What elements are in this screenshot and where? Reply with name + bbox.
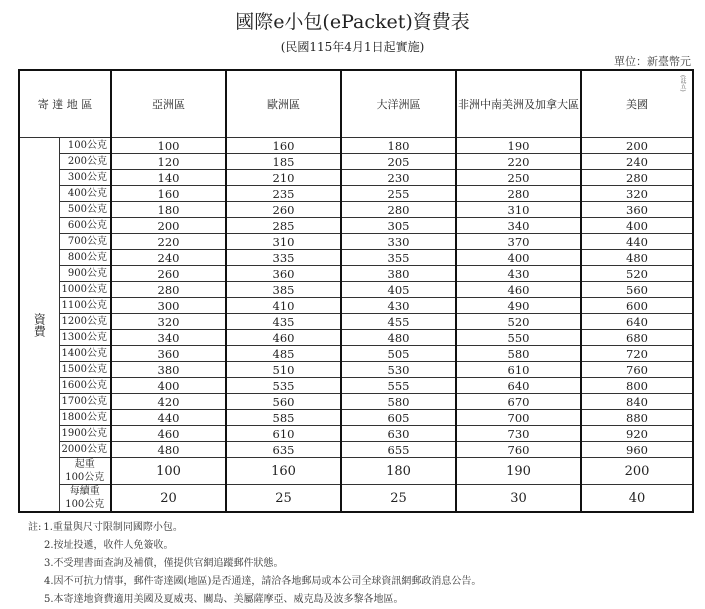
price-cell: 380 <box>111 362 226 378</box>
region-header: 大洋洲區 <box>341 70 456 138</box>
price-cell: 610 <box>226 426 341 442</box>
price-cell: 310 <box>226 234 341 250</box>
price-cell: 280 <box>581 170 693 186</box>
price-cell: 460 <box>456 282 581 298</box>
weight-cell: 1500公克 <box>59 362 111 378</box>
price-cell: 840 <box>581 394 693 410</box>
note-item <box>28 537 692 555</box>
price-cell: 440 <box>111 410 226 426</box>
price-cell: 250 <box>456 170 581 186</box>
region-header: 非洲中南美洲及加拿大區 <box>456 70 581 138</box>
weight-cell: 1700公克 <box>59 394 111 410</box>
price-cell: 210 <box>226 170 341 186</box>
price-cell: 310 <box>456 202 581 218</box>
price-cell: 120 <box>111 154 226 170</box>
weight-cell: 100公克 <box>59 138 111 154</box>
table-row <box>19 202 693 218</box>
price-cell: 340 <box>456 218 581 234</box>
price-cell: 200 <box>581 458 693 485</box>
table-row <box>19 362 693 378</box>
table-row <box>19 330 693 346</box>
price-cell: 180 <box>111 202 226 218</box>
note-item <box>28 591 692 609</box>
price-cell: 160 <box>111 186 226 202</box>
summary-row <box>19 458 693 485</box>
table-row <box>19 186 693 202</box>
price-cell: 800 <box>581 378 693 394</box>
weight-cell: 1900公克 <box>59 426 111 442</box>
weight-cell: 1000公克 <box>59 282 111 298</box>
table-and-notes <box>18 69 692 609</box>
price-cell: 760 <box>581 362 693 378</box>
price-cell: 630 <box>341 426 456 442</box>
price-cell: 560 <box>581 282 693 298</box>
table-row <box>19 298 693 314</box>
note-item <box>28 519 692 537</box>
price-cell: 550 <box>456 330 581 346</box>
price-cell: 240 <box>111 250 226 266</box>
price-cell: 405 <box>341 282 456 298</box>
price-cell: 555 <box>341 378 456 394</box>
table-row <box>19 250 693 266</box>
price-cell: 535 <box>226 378 341 394</box>
price-cell: 700 <box>456 410 581 426</box>
price-cell: 520 <box>581 266 693 282</box>
weight-cell <box>59 458 111 485</box>
weight-line: 100公克 <box>65 472 105 483</box>
price-cell: 400 <box>581 218 693 234</box>
summary-row <box>19 485 693 513</box>
weight-cell: 500公克 <box>59 202 111 218</box>
note-item <box>28 555 692 573</box>
weight-cell: 400公克 <box>59 186 111 202</box>
note-item <box>28 573 692 591</box>
weight-cell: 2000公克 <box>59 442 111 458</box>
price-cell: 505 <box>341 346 456 362</box>
price-cell: 140 <box>111 170 226 186</box>
note-text: 4.因不可抗力情事，郵件寄達國(地區)是否通達，請洽各地郵局或本公司全球資訊網郵政消息公告。 <box>44 576 482 587</box>
price-cell: 285 <box>226 218 341 234</box>
price-cell: 440 <box>581 234 693 250</box>
weight-cell: 1400公克 <box>59 346 111 362</box>
price-cell: 360 <box>111 346 226 362</box>
rate-table <box>18 69 694 513</box>
table-row <box>19 282 693 298</box>
price-cell: 960 <box>581 442 693 458</box>
price-cell: 420 <box>111 394 226 410</box>
price-cell: 460 <box>111 426 226 442</box>
header-row <box>19 70 693 138</box>
price-cell: 260 <box>226 202 341 218</box>
price-cell: 485 <box>226 346 341 362</box>
table-row <box>19 394 693 410</box>
price-cell: 580 <box>456 346 581 362</box>
price-cell: 600 <box>581 298 693 314</box>
price-cell: 200 <box>581 138 693 154</box>
price-cell: 480 <box>581 250 693 266</box>
price-cell: 730 <box>456 426 581 442</box>
notes-prefix: 註: <box>28 522 42 533</box>
price-cell: 280 <box>111 282 226 298</box>
weight-cell <box>59 485 111 513</box>
price-cell: 280 <box>341 202 456 218</box>
price-cell: 255 <box>341 186 456 202</box>
price-cell: 380 <box>341 266 456 282</box>
price-cell: 430 <box>456 266 581 282</box>
note-text: 1.重量與尺寸限制同國際小包。 <box>43 522 183 533</box>
price-cell: 480 <box>111 442 226 458</box>
region-label: 美國 <box>626 97 648 111</box>
price-cell: 920 <box>581 426 693 442</box>
price-cell: 640 <box>456 378 581 394</box>
region-header <box>581 70 693 138</box>
price-cell: 100 <box>111 138 226 154</box>
price-cell: 280 <box>456 186 581 202</box>
price-cell: 680 <box>581 330 693 346</box>
destination-header: 寄 達 地 區 <box>19 70 111 138</box>
price-cell: 220 <box>111 234 226 250</box>
price-cell: 720 <box>581 346 693 362</box>
price-cell: 400 <box>456 250 581 266</box>
weight-cell: 700公克 <box>59 234 111 250</box>
price-cell: 235 <box>226 186 341 202</box>
weight-cell: 200公克 <box>59 154 111 170</box>
price-cell: 305 <box>341 218 456 234</box>
table-row <box>19 314 693 330</box>
price-cell: 585 <box>226 410 341 426</box>
price-cell: 300 <box>111 298 226 314</box>
price-cell: 20 <box>111 485 226 513</box>
note-text: 3.不受理書面查詢及補償，僅提供官網追蹤郵件狀態。 <box>44 558 284 569</box>
weight-cell: 1100公克 <box>59 298 111 314</box>
price-cell: 330 <box>341 234 456 250</box>
price-cell: 400 <box>111 378 226 394</box>
price-cell: 320 <box>581 186 693 202</box>
price-cell: 190 <box>456 458 581 485</box>
table-row <box>19 378 693 394</box>
price-cell: 160 <box>226 138 341 154</box>
price-cell: 25 <box>226 485 341 513</box>
price-cell: 880 <box>581 410 693 426</box>
table-row <box>19 266 693 282</box>
price-cell: 220 <box>456 154 581 170</box>
weight-cell: 900公克 <box>59 266 111 282</box>
weight-cell: 1300公克 <box>59 330 111 346</box>
price-cell: 410 <box>226 298 341 314</box>
price-cell: 605 <box>341 410 456 426</box>
note-marker: (註五) <box>679 75 686 92</box>
region-header: 歐洲區 <box>226 70 341 138</box>
price-cell: 760 <box>456 442 581 458</box>
price-cell: 385 <box>226 282 341 298</box>
price-cell: 610 <box>456 362 581 378</box>
table-row <box>19 346 693 362</box>
table-row <box>19 426 693 442</box>
price-cell: 430 <box>341 298 456 314</box>
price-cell: 320 <box>111 314 226 330</box>
price-cell: 190 <box>456 138 581 154</box>
price-cell: 480 <box>341 330 456 346</box>
price-cell: 260 <box>111 266 226 282</box>
table-row <box>19 410 693 426</box>
currency-unit: 單位：新臺幣元 <box>614 55 691 68</box>
price-cell: 435 <box>226 314 341 330</box>
price-cell: 40 <box>581 485 693 513</box>
note-text: 5.本寄達地資費適用美國及夏威夷、關島、美屬薩摩亞、威克島及波多黎各地區。 <box>44 594 404 605</box>
weight-cell: 600公克 <box>59 218 111 234</box>
notes <box>28 519 692 609</box>
table-row <box>19 442 693 458</box>
weight-line: 100公克 <box>65 499 105 510</box>
price-cell: 510 <box>226 362 341 378</box>
price-cell: 230 <box>341 170 456 186</box>
price-cell: 360 <box>581 202 693 218</box>
price-cell: 25 <box>341 485 456 513</box>
table-row <box>19 234 693 250</box>
price-cell: 355 <box>341 250 456 266</box>
price-cell: 360 <box>226 266 341 282</box>
effective-date: (民國115年4月1日起實施) <box>280 40 425 54</box>
table-row <box>19 154 693 170</box>
price-cell: 185 <box>226 154 341 170</box>
price-cell: 580 <box>341 394 456 410</box>
price-cell: 30 <box>456 485 581 513</box>
price-cell: 655 <box>341 442 456 458</box>
weight-line: 起重 <box>74 459 95 470</box>
table-row <box>19 138 693 154</box>
price-cell: 240 <box>581 154 693 170</box>
price-cell: 520 <box>456 314 581 330</box>
weight-cell: 1200公克 <box>59 314 111 330</box>
weight-cell: 1800公克 <box>59 410 111 426</box>
price-cell: 670 <box>456 394 581 410</box>
region-header: 亞洲區 <box>111 70 226 138</box>
price-cell: 340 <box>111 330 226 346</box>
price-cell: 370 <box>456 234 581 250</box>
price-cell: 640 <box>581 314 693 330</box>
price-cell: 490 <box>456 298 581 314</box>
weight-cell: 1600公克 <box>59 378 111 394</box>
price-cell: 455 <box>341 314 456 330</box>
price-cell: 335 <box>226 250 341 266</box>
price-cell: 635 <box>226 442 341 458</box>
price-cell: 530 <box>341 362 456 378</box>
price-cell: 160 <box>226 458 341 485</box>
rate-label: 資費 <box>19 138 59 513</box>
table-row <box>19 218 693 234</box>
table-row <box>19 170 693 186</box>
price-cell: 560 <box>226 394 341 410</box>
weight-line: 每續重 <box>69 486 100 497</box>
price-cell: 205 <box>341 154 456 170</box>
price-cell: 180 <box>341 138 456 154</box>
weight-cell: 800公克 <box>59 250 111 266</box>
page-title: 國際e小包(ePacket)資費表 <box>235 11 470 33</box>
price-cell: 180 <box>341 458 456 485</box>
price-cell: 200 <box>111 218 226 234</box>
price-cell: 460 <box>226 330 341 346</box>
price-cell: 100 <box>111 458 226 485</box>
weight-cell: 300公克 <box>59 170 111 186</box>
note-text: 2.按址投遞，收件人免簽收。 <box>44 540 174 551</box>
